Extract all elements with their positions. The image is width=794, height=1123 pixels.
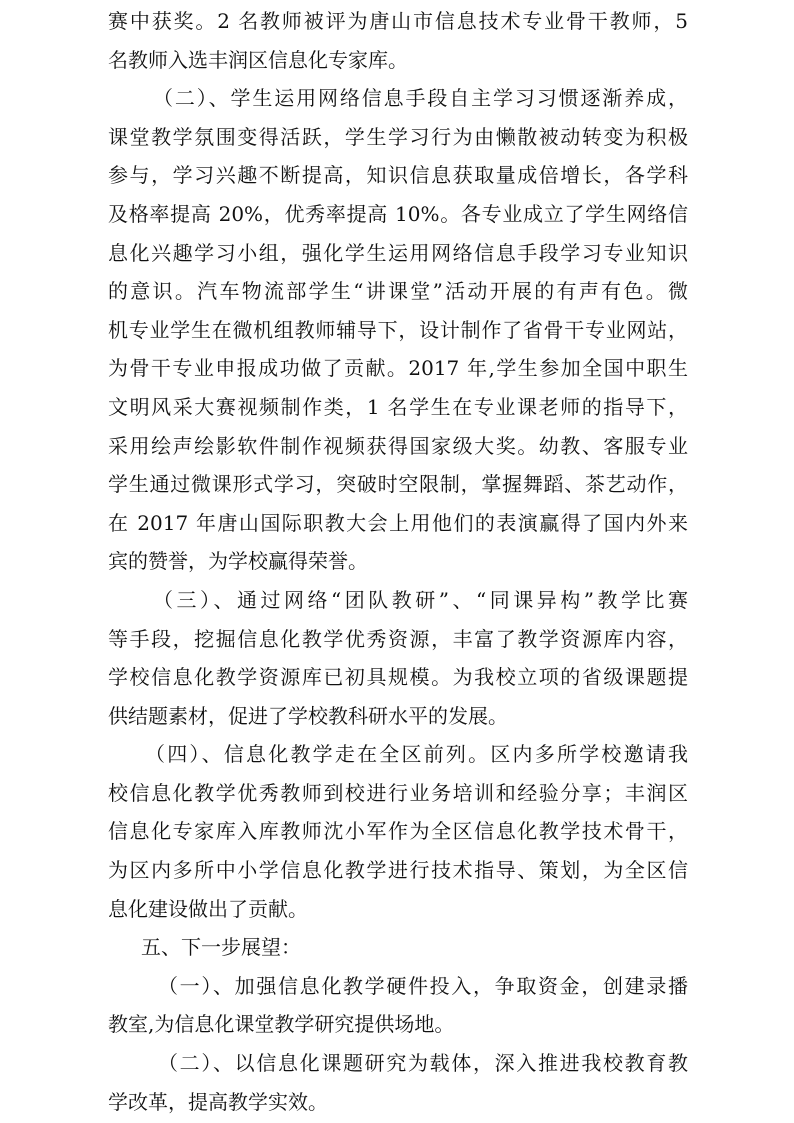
text-line: 及格率提高 20%，优秀率提高 10%。各专业成立了学生网络信 [108, 201, 688, 226]
text-line: 文明风采大赛视频制作类，1 名学生在专业课老师的指导下， [108, 394, 688, 419]
text-line: 学校信息化教学资源库已初具规模。为我校立项的省级课题提 [108, 665, 688, 690]
text-line: 为骨干专业申报成功做了贡献。2017 年,学生参加全国中职生 [108, 356, 688, 381]
section-heading-line: （一）、加强信息化教学硬件投入，争取资金，创建录播 [158, 973, 688, 998]
text-line: 息化建设做出了贡献。 [108, 896, 308, 921]
text-line: 供结题素材，促进了学校教科研水平的发展。 [108, 703, 508, 728]
section-heading-line: （二）、学生运用网络信息手段自主学习习惯逐渐养成， [153, 86, 688, 111]
section-heading-line: （二）、以信息化课题研究为载体，深入推进我校教育教 [158, 1051, 688, 1076]
text-line: 名教师入选丰润区信息化专家库。 [108, 47, 408, 72]
text-line: 为区内多所中小学信息化教学进行技术指导、策划，为全区信 [108, 858, 688, 883]
document-page [108, 2, 688, 1121]
text-line: 信息化专家库入库教师沈小军作为全区信息化教学技术骨干， [108, 819, 688, 844]
text-line: 课堂教学氛围变得活跃，学生学习行为由懒散被动转变为积极 [108, 124, 688, 149]
text-line: 赛中获奖。2 名教师被评为唐山市信息技术专业骨干教师，5 [108, 9, 688, 33]
text-line: 息化兴趣学习小组，强化学生运用网络信息手段学习专业知识 [108, 240, 688, 265]
text-line: 采用绘声绘影软件制作视频获得国家级大奖。幼教、客服专业 [108, 433, 688, 458]
text-line: 教室,为信息化课堂教学研究提供场地。 [108, 1012, 455, 1037]
text-line: 学改革，提高教学实效。 [108, 1089, 328, 1114]
chapter-heading-line: 五、下一步展望： [141, 935, 301, 960]
text-line: 等手段，挖掘信息化教学优秀资源，丰富了教学资源库内容， [108, 626, 688, 651]
text-line: 机专业学生在微机组教师辅导下，设计制作了省骨干专业网站， [108, 317, 688, 342]
text-line: 的意识。汽车物流部学生“讲课堂”活动开展的有声有色。微 [108, 279, 688, 304]
text-line: 在 2017 年唐山国际职教大会上用他们的表演赢得了国内外来 [108, 510, 688, 535]
text-line: 参与，学习兴趣不断提高，知识信息获取量成倍增长，各学科 [108, 163, 688, 188]
section-heading-line: （四）、信息化教学走在全区前列。区内多所学校邀请我 [145, 742, 688, 767]
section-heading-line: （三）、通过网络“团队教研”、“同课异构”教学比赛 [153, 587, 688, 612]
text-line: 宾的赞誉，为学校赢得荣誉。 [108, 549, 368, 574]
text-line: 校信息化教学优秀教师到校进行业务培训和经验分享；丰润区 [108, 780, 688, 805]
text-line: 学生通过微课形式学习，突破时空限制，掌握舞蹈、茶艺动作， [108, 472, 688, 497]
